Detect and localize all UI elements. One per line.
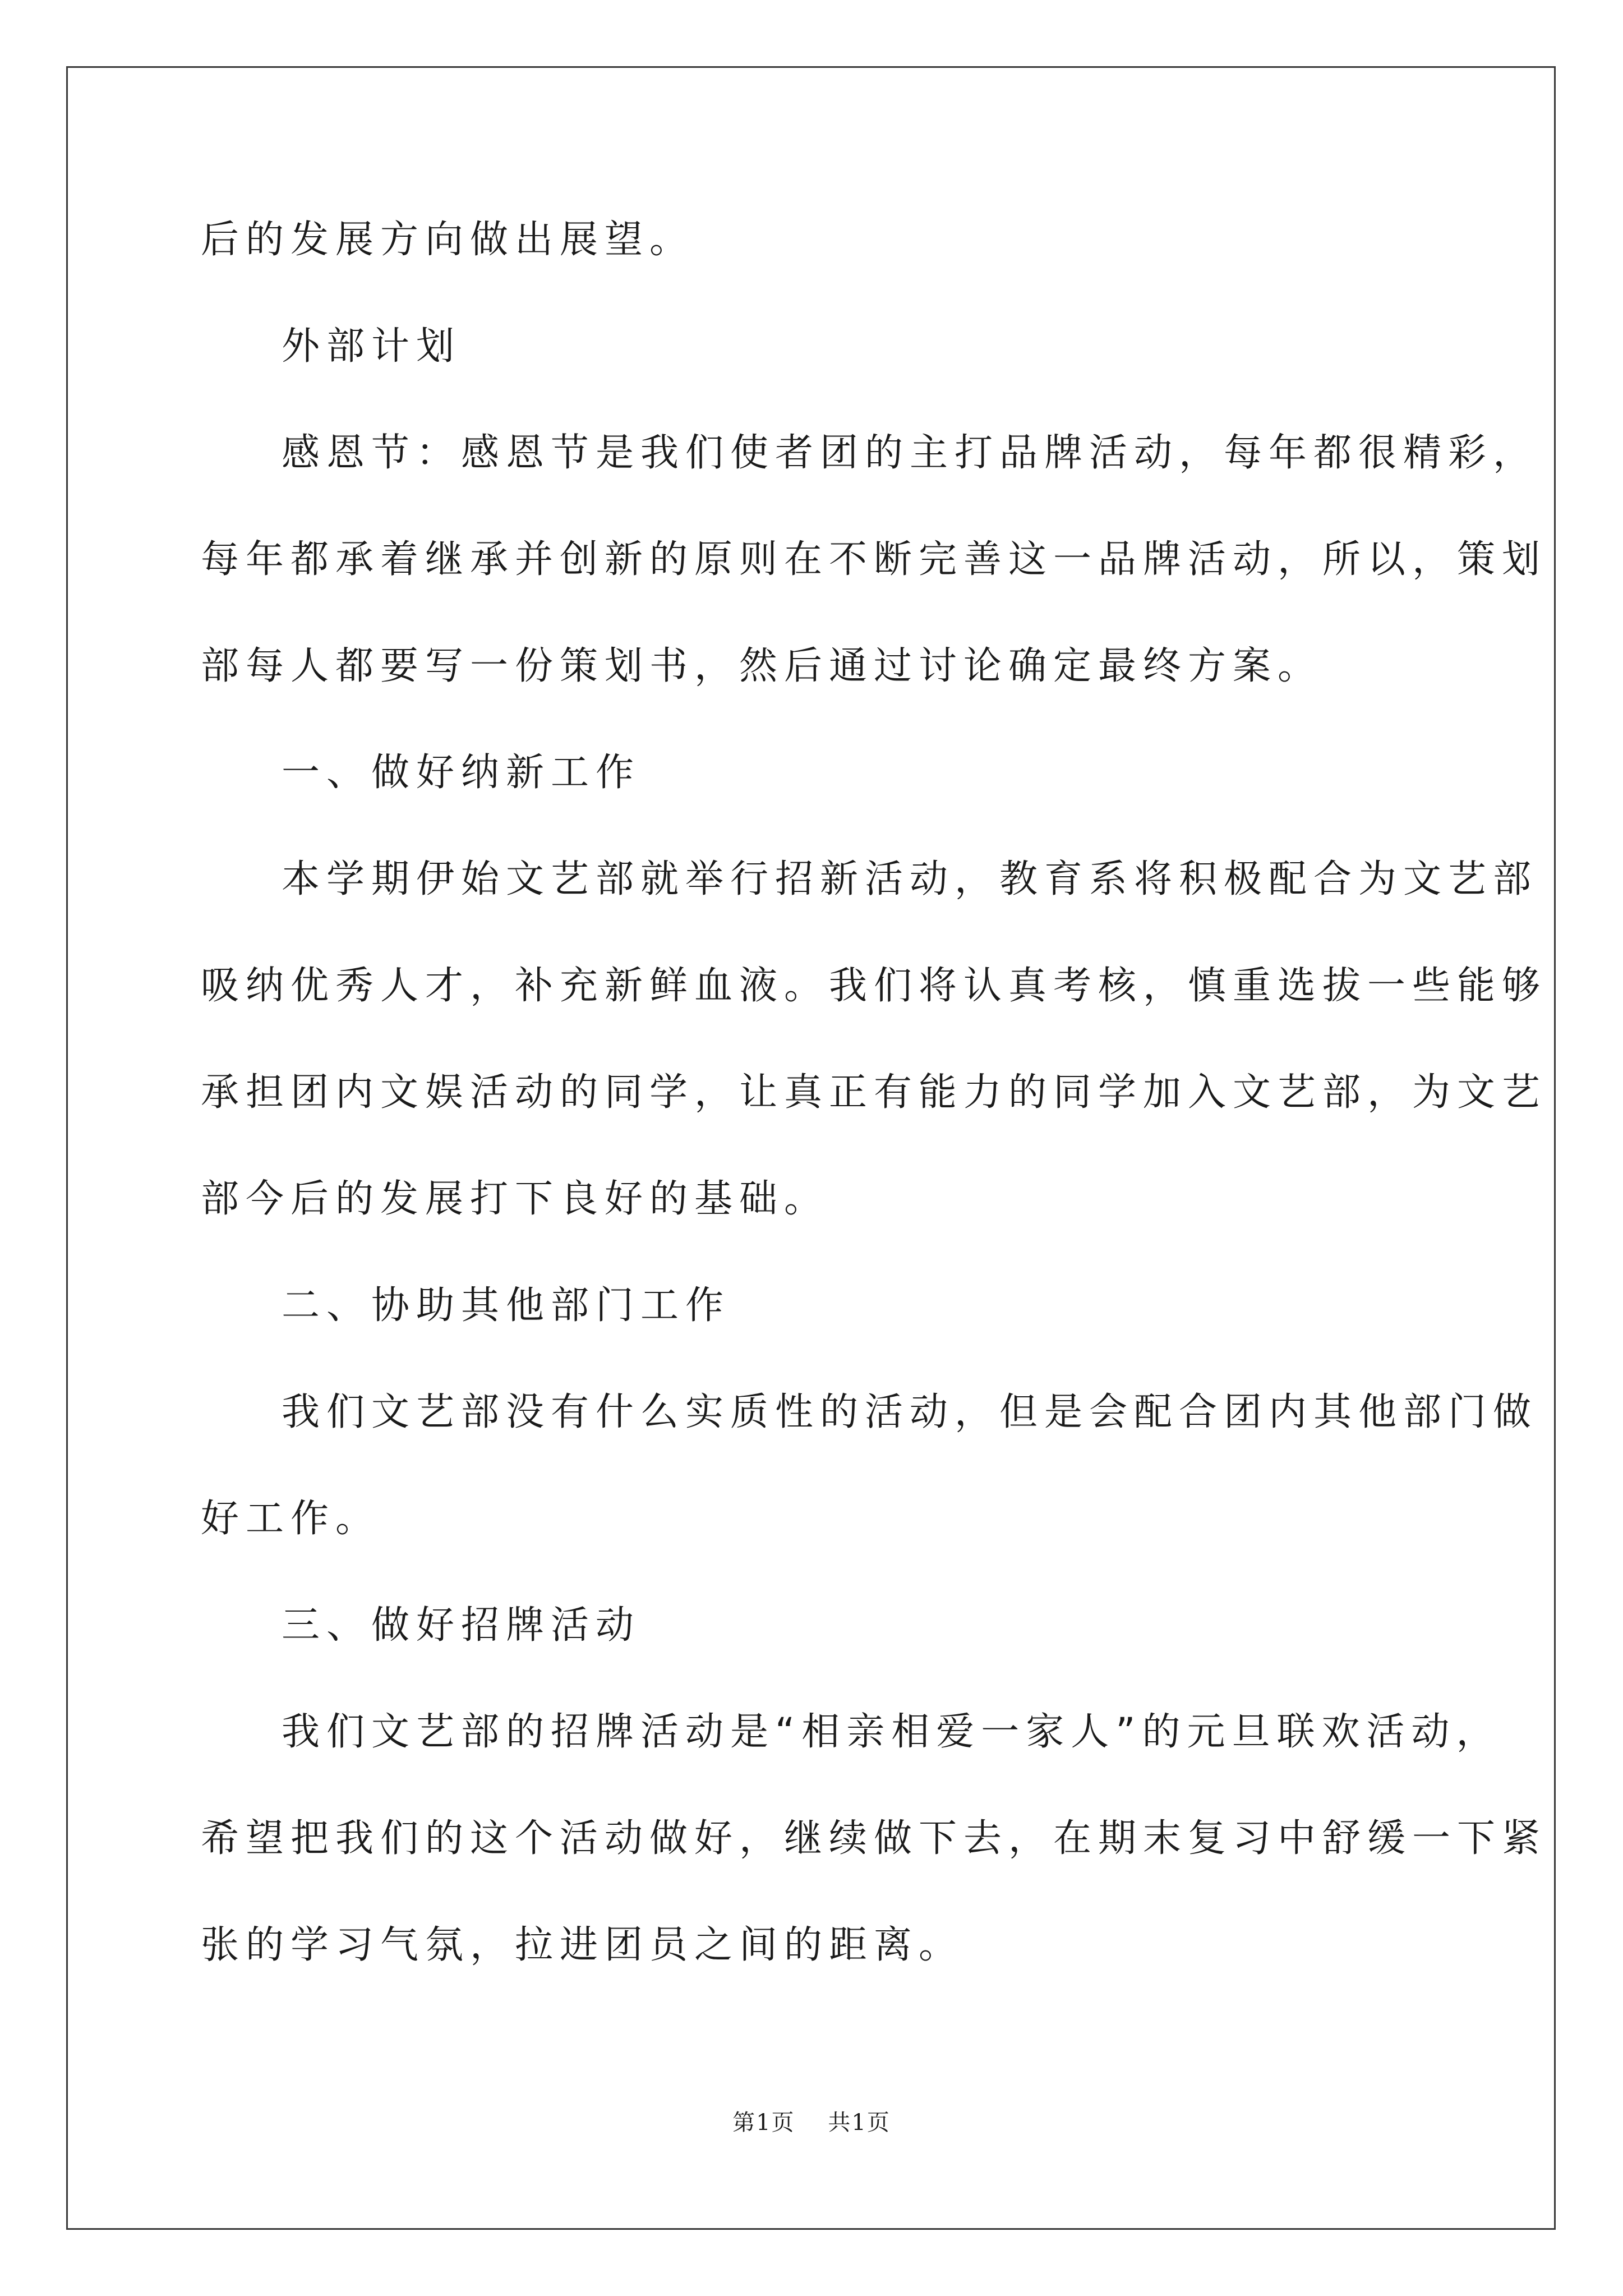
section-heading: 一、做好纳新工作 xyxy=(282,751,641,795)
text-line: 吸纳优秀人才，补充新鲜血液。我们将认真考核，慎重选拔一些能够 xyxy=(201,964,1547,1008)
page-footer xyxy=(0,2106,1623,2139)
section-heading: 三、做好招牌活动 xyxy=(282,1603,641,1648)
text-line: 后的发展方向做出展望。 xyxy=(201,218,695,262)
text-line: 感恩节：感恩节是我们使者团的主打品牌活动，每年都很精彩， xyxy=(282,431,1538,475)
text-line: 每年都承着继承并创新的原则在不断完善这一品牌活动，所以，策划 xyxy=(201,537,1547,582)
text-line: 部今后的发展打下良好的基础。 xyxy=(201,1177,829,1221)
document-body xyxy=(201,187,1547,1999)
text-line: 本学期伊始文艺部就举行招新活动，教育系将积极配合为文艺部 xyxy=(282,857,1538,901)
page-number: 第1页 xyxy=(732,2110,795,2136)
section-heading: 二、协助其他部门工作 xyxy=(282,1283,731,1328)
text-line: 承担团内文娱活动的同学，让真正有能力的同学加入文艺部，为文艺 xyxy=(201,1070,1547,1115)
text-line: 部每人都要写一份策划书，然后通过讨论确定最终方案。 xyxy=(201,644,1323,688)
text-line: 张的学习气氛，拉进团员之间的距离。 xyxy=(201,1923,964,1967)
text-line: 好工作。 xyxy=(201,1497,381,1541)
text-line: 我们文艺部没有什么实质性的活动，但是会配合团内其他部门做 xyxy=(282,1390,1538,1434)
text-line: 希望把我们的这个活动做好，继续做下去，在期末复习中舒缓一下紧 xyxy=(201,1816,1547,1861)
section-heading: 外部计划 xyxy=(282,324,462,369)
text-line: 我们文艺部的招牌活动是“相亲相爱一家人”的元旦联欢活动， xyxy=(282,1710,1501,1754)
page-total: 共1页 xyxy=(828,2110,891,2136)
